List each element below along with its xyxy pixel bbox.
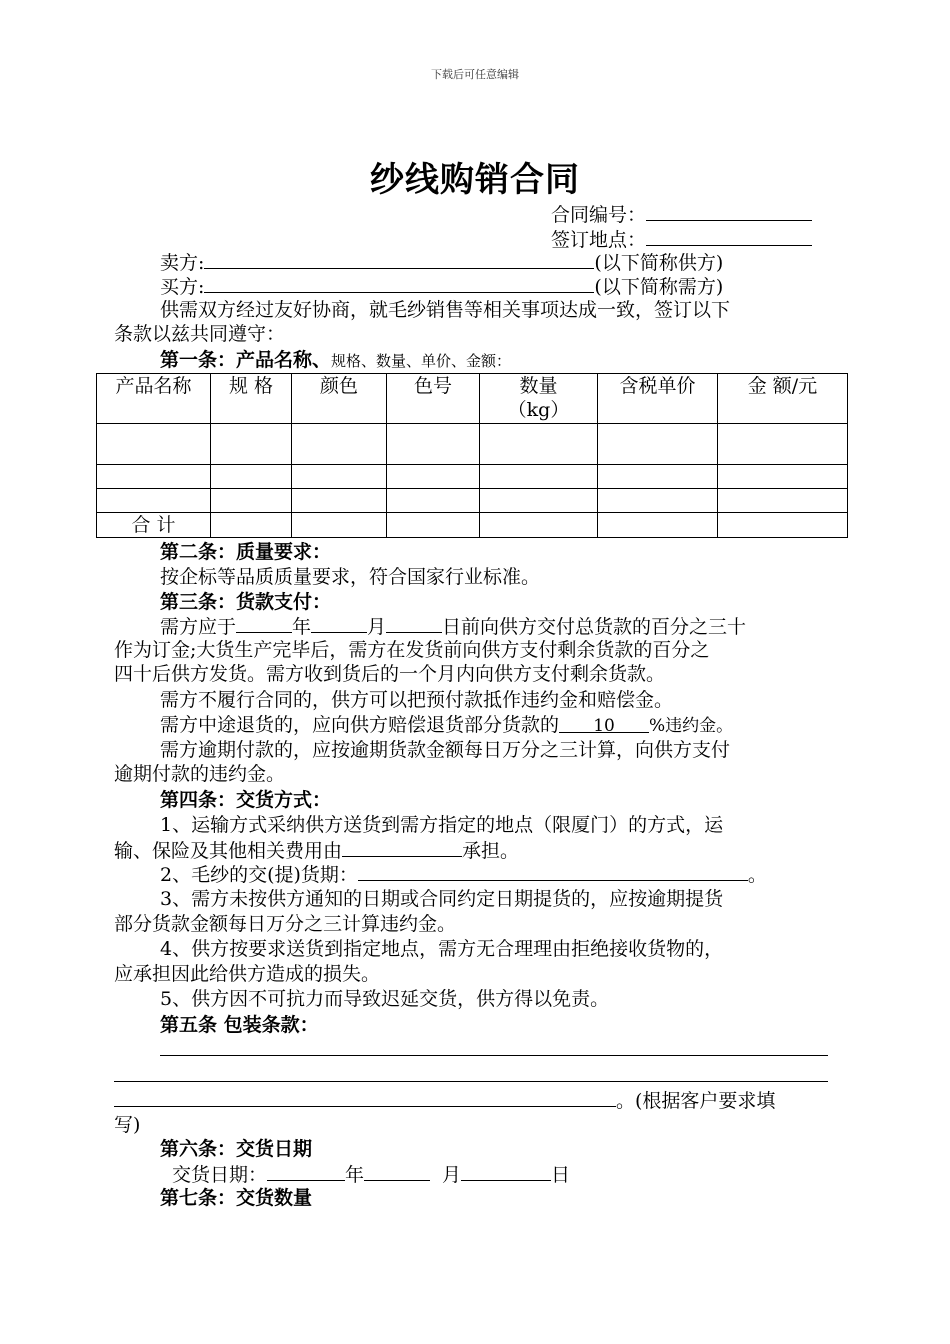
intro-line-1: 供需双方经过友好协商，就毛纱销售等相关事项达成一致，签订以下	[160, 299, 731, 321]
table-row	[97, 489, 848, 513]
buyer-label: 买方:	[160, 276, 205, 298]
a3-month-label: 月	[367, 616, 387, 638]
header-cell-price: 含税单价	[598, 374, 718, 424]
table-cell[interactable]	[292, 489, 387, 513]
header-cell-amount: 金 额/元	[718, 374, 848, 424]
page-title: 纱线购销合同	[370, 160, 580, 200]
a5-line3	[114, 1088, 775, 1114]
intro-line-2: 条款以兹共同遵守：	[114, 323, 286, 345]
table-cell[interactable]	[718, 465, 848, 489]
table-cell[interactable]	[718, 513, 848, 538]
a6-label: 交货日期：	[172, 1164, 268, 1186]
penalty-percent-field[interactable]: 10	[559, 714, 649, 733]
delivery-year-field[interactable]	[267, 1162, 345, 1181]
seller-row	[160, 250, 723, 276]
sign-place-label: 签订地点：	[551, 229, 647, 251]
header-note: 下载后可任意编辑	[431, 68, 519, 81]
a4-3-line1: 3、需方未按供方通知的日期或合同约定日期提货的，应按逾期提货	[160, 888, 724, 910]
qty-label: 数量	[519, 375, 558, 397]
table-cell[interactable]	[598, 513, 718, 538]
packaging-line-3[interactable]	[114, 1088, 616, 1107]
buyer-field[interactable]	[204, 274, 594, 293]
table-cell[interactable]	[211, 489, 292, 513]
table-cell[interactable]	[97, 489, 211, 513]
a4-2-suffix: 。	[747, 864, 767, 886]
product-table	[96, 373, 848, 538]
header-cell-product: 产品名称	[97, 374, 211, 424]
seller-suffix: (以下简称供方)	[594, 252, 724, 274]
a4-1-line1: 1、运输方式采纳供方送货到需方指定的地点（限厦门）的方式，运	[160, 814, 724, 836]
header-cell-color-no: 色号	[387, 374, 480, 424]
a3-p1-line1	[160, 614, 746, 640]
a4-1-prefix: 输、保险及其他相关费用由	[114, 840, 343, 862]
article7-title: 第七条：交货数量	[160, 1187, 313, 1209]
header-cell-color: 颜色	[292, 374, 387, 424]
packaging-line-2[interactable]	[114, 1081, 828, 1082]
table-cell[interactable]	[97, 424, 211, 465]
table-cell[interactable]	[480, 513, 598, 538]
delivery-day-field[interactable]	[461, 1162, 551, 1181]
table-cell[interactable]	[480, 489, 598, 513]
table-cell[interactable]	[387, 489, 480, 513]
a3-p4-line2: 逾期付款的违约金。	[114, 763, 286, 785]
a3-year-label: 年	[292, 616, 312, 638]
table-cell[interactable]	[211, 424, 292, 465]
pay-year-field[interactable]	[236, 614, 292, 633]
a4-1-line2	[114, 838, 519, 864]
table-cell[interactable]	[387, 424, 480, 465]
a4-4-line1: 4、供方按要求送货到指定地点，需方无合理理由拒绝接收货物的，	[160, 938, 724, 960]
table-cell[interactable]	[211, 513, 292, 538]
header-cell-spec: 规 格	[211, 374, 292, 424]
delivery-period-field[interactable]	[358, 862, 748, 881]
table-row	[97, 424, 848, 465]
seller-label: 卖方:	[160, 252, 205, 274]
buyer-suffix: (以下简称需方)	[594, 276, 724, 298]
a3-p3-suffix: %违约金。	[649, 716, 734, 736]
table-cell[interactable]	[718, 424, 848, 465]
a6-day-label: 日	[551, 1164, 571, 1186]
contract-no-label: 合同编号：	[551, 204, 647, 226]
packaging-line-1[interactable]	[160, 1055, 828, 1056]
a4-3-line2: 部分货款金额每日万分之三计算违约金。	[114, 913, 457, 935]
pay-month-field[interactable]	[311, 614, 367, 633]
contract-no-row	[551, 202, 812, 228]
sign-place-field[interactable]	[646, 227, 812, 246]
a4-5: 5、供方因不可抗力而导致迟延交货，供方得以免责。	[160, 988, 610, 1010]
contract-no-field[interactable]	[646, 202, 812, 221]
article4-title: 第四条：交货方式：	[160, 789, 332, 811]
a3-p1-prefix: 需方应于	[160, 616, 237, 638]
article2-text: 按企标等品质质量要求，符合国家行业标准。	[160, 566, 541, 588]
buyer-row	[160, 274, 723, 300]
table-cell[interactable]	[387, 465, 480, 489]
delivery-month-spacer[interactable]	[364, 1162, 430, 1181]
table-cell[interactable]	[480, 465, 598, 489]
table-cell[interactable]	[598, 489, 718, 513]
article5-title: 第五条 包装条款：	[160, 1014, 319, 1036]
article2-title: 第二条：质量要求：	[160, 541, 332, 563]
table-cell[interactable]	[598, 465, 718, 489]
a4-4-line2: 应承担因此给供方造成的损失。	[114, 963, 381, 985]
a3-p1-suffix: 日前向供方交付总货款的百分之三十	[442, 616, 747, 638]
article1-heading	[160, 348, 511, 374]
article3-title: 第三条：货款支付：	[160, 591, 332, 613]
a4-1-suffix: 承担。	[462, 840, 520, 862]
a6-year-label: 年	[345, 1164, 365, 1186]
header-cell-qty	[480, 374, 598, 424]
article1-rest: 规格、数量、单价、金额：	[331, 352, 512, 370]
table-cell[interactable]	[598, 424, 718, 465]
table-cell[interactable]	[292, 513, 387, 538]
a5-line-end: 写)	[114, 1114, 141, 1136]
transport-cost-party-field[interactable]	[342, 838, 462, 857]
a3-p3	[160, 713, 733, 739]
a6-date-row	[172, 1162, 570, 1188]
table-row	[97, 465, 848, 489]
a3-p4-line1: 需方逾期付款的，应按逾期货款金额每日万分之三计算，向供方支付	[160, 739, 731, 761]
table-cell[interactable]	[292, 424, 387, 465]
table-cell[interactable]	[718, 489, 848, 513]
a3-p1-line3: 四十后供方发货。需方收到货后的一个月内向供方支付剩余货款。	[114, 663, 666, 685]
article6-title: 第六条：交货日期	[160, 1138, 313, 1160]
a5-suffix: 。(根据客户要求填	[616, 1090, 776, 1112]
table-cell[interactable]	[387, 513, 480, 538]
a4-2-prefix: 2、毛纱的交(提)货期：	[160, 864, 358, 886]
article1-title: 第一条：产品名称、	[160, 349, 332, 371]
table-cell[interactable]	[292, 465, 387, 489]
a4-2	[160, 862, 767, 888]
seller-field[interactable]	[204, 250, 594, 269]
qty-unit: （kg）	[507, 399, 570, 421]
table-cell[interactable]	[211, 465, 292, 489]
a3-p1-line2: 作为订金;大货生产完毕后，需方在发货前向供方支付剩余货款的百分之	[114, 639, 710, 661]
pay-day-field[interactable]	[386, 614, 442, 633]
table-total-row	[97, 513, 848, 538]
a3-p3-prefix: 需方中途退货的，应向供方赔偿退货部分货款的	[160, 714, 560, 736]
table-cell[interactable]	[97, 465, 211, 489]
a3-p2: 需方不履行合同的，供方可以把预付款抵作违约金和赔偿金。	[160, 689, 674, 711]
table-cell[interactable]	[480, 424, 598, 465]
a6-month-label: 月	[442, 1164, 462, 1186]
total-label: 合 计	[97, 513, 211, 538]
table-header-row	[97, 374, 848, 424]
